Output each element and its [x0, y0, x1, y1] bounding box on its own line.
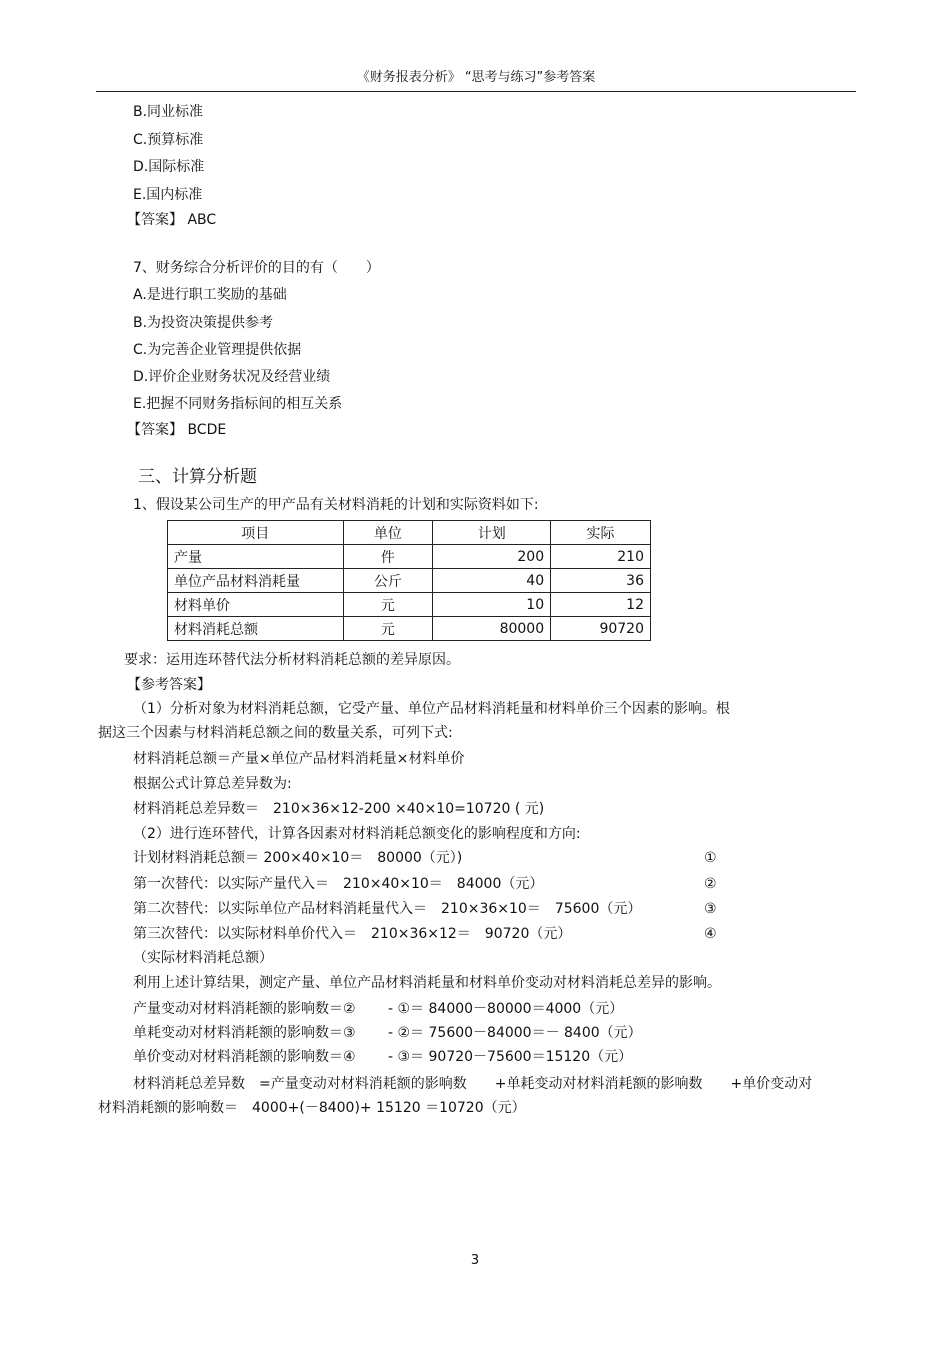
table-cell: 材料单价: [168, 593, 344, 617]
table-row: [168, 569, 651, 593]
q1-stem: 1、假设某公司生产的甲产品有关材料消耗的计划和实际资料如下:: [133, 497, 539, 513]
impact-price: 单价变动对材料消耗额的影响数＝④ - ③＝ 90720－75600＝15120（元）: [133, 1049, 633, 1065]
circle-mark-1: ①: [704, 850, 717, 866]
calc-intro: 根据公式计算总差异数为:: [133, 776, 292, 792]
q7-option-d: D.评价企业财务状况及经营业绩: [133, 369, 331, 385]
table-cell: 40: [433, 569, 551, 593]
col-header-plan: 计划: [433, 521, 551, 545]
table-cell: 200: [433, 545, 551, 569]
option-d: D.国际标准: [133, 159, 205, 175]
running-header: 《财务报表分析》 “思考与练习”参考答案: [356, 70, 596, 85]
answer-prev: 【答案】 ABC: [127, 212, 217, 228]
substitution-1: 第一次替代：以实际产量代入＝ 210×40×10＝ 84000（元）: [133, 876, 544, 892]
circle-mark-2: ②: [704, 876, 717, 892]
table-cell: 12: [551, 593, 651, 617]
table-header-row: [168, 521, 651, 545]
question-7-stem: 7、财务综合分析评价的目的有（ ）: [133, 260, 380, 276]
total-difference: 材料消耗总差异数＝ 210×36×12-200 ×40×10=10720 ( 元): [133, 801, 545, 817]
option-e: E.国内标准: [133, 187, 203, 203]
requirement: 要求：运用连环替代法分析材料消耗总额的差异原因。: [124, 652, 460, 668]
material-table: [167, 520, 651, 641]
reference-answer-label: 【参考答案】: [127, 677, 211, 693]
substitution-3: 第三次替代：以实际材料单价代入＝ 210×36×12＝ 90720（元）: [133, 926, 572, 942]
page-number: 3: [470, 1253, 480, 1268]
col-header-item: 项目: [168, 521, 344, 545]
substitution-note: （实际材料消耗总额）: [133, 950, 273, 966]
table-cell: 元: [343, 617, 433, 641]
substitution-2: 第二次替代：以实际单位产品材料消耗量代入＝ 210×36×10＝ 75600（元）: [133, 901, 642, 917]
section-title: 三、计算分析题: [138, 467, 257, 487]
table-cell: 单位产品材料消耗量: [168, 569, 344, 593]
table-cell: 210: [551, 545, 651, 569]
option-c: C.预算标准: [133, 132, 204, 148]
table-cell: 产量: [168, 545, 344, 569]
header-rule: [96, 91, 856, 92]
table-row: [168, 593, 651, 617]
table-cell: 90720: [551, 617, 651, 641]
table-cell: 件: [343, 545, 433, 569]
use-results: 利用上述计算结果，测定产量、单位产品材料消耗量和材料单价变动对材料消耗总差异的影响。: [133, 975, 721, 991]
final-line-1: 材料消耗总差异数 =产量变动对材料消耗额的影响数 +单耗变动对材料消耗额的影响数 +单价变动对: [133, 1076, 813, 1092]
formula: 材料消耗总额＝产量×单位产品材料消耗量×材料单价: [133, 751, 465, 767]
final-line-2: 材料消耗额的影响数＝ 4000+(－8400)+ 15120 ＝10720（元）: [98, 1100, 526, 1116]
answer-q7: 【答案】 BCDE: [127, 422, 227, 438]
paragraph-1-line-1: （1）分析对象为材料消耗总额，它受产量、单位产品材料消耗量和材料单价三个因素的影响。根: [133, 701, 730, 717]
paragraph-2: （2）进行连环替代，计算各因素对材料消耗总额变化的影响程度和方向:: [133, 826, 581, 842]
table-cell: 元: [343, 593, 433, 617]
table-cell: 10: [433, 593, 551, 617]
circle-mark-3: ③: [704, 901, 717, 917]
table-cell: 80000: [433, 617, 551, 641]
table-cell: 公斤: [343, 569, 433, 593]
impact-consumption: 单耗变动对材料消耗额的影响数＝③ - ②＝ 75600－84000＝－ 8400（元）: [133, 1025, 642, 1041]
table-cell: 36: [551, 569, 651, 593]
circle-mark-4: ④: [704, 926, 717, 942]
substitution-plan: 计划材料消耗总额＝ 200×40×10＝ 80000（元）): [133, 850, 463, 866]
paragraph-1-line-2: 据这三个因素与材料消耗总额之间的数量关系，可列下式:: [98, 725, 453, 741]
col-header-unit: 单位: [343, 521, 433, 545]
q7-option-b: B.为投资决策提供参考: [133, 315, 274, 331]
table-row: [168, 545, 651, 569]
q7-option-c: C.为完善企业管理提供依据: [133, 342, 302, 358]
impact-output: 产量变动对材料消耗额的影响数＝② - ①＝ 84000－80000＝4000（元）: [133, 1001, 624, 1017]
option-b: B.同业标准: [133, 104, 204, 120]
table-cell: 材料消耗总额: [168, 617, 344, 641]
table-row: [168, 617, 651, 641]
q7-option-e: E.把握不同财务指标间的相互关系: [133, 396, 343, 412]
q7-option-a: A.是进行职工奖励的基础: [133, 287, 287, 303]
col-header-actual: 实际: [551, 521, 651, 545]
